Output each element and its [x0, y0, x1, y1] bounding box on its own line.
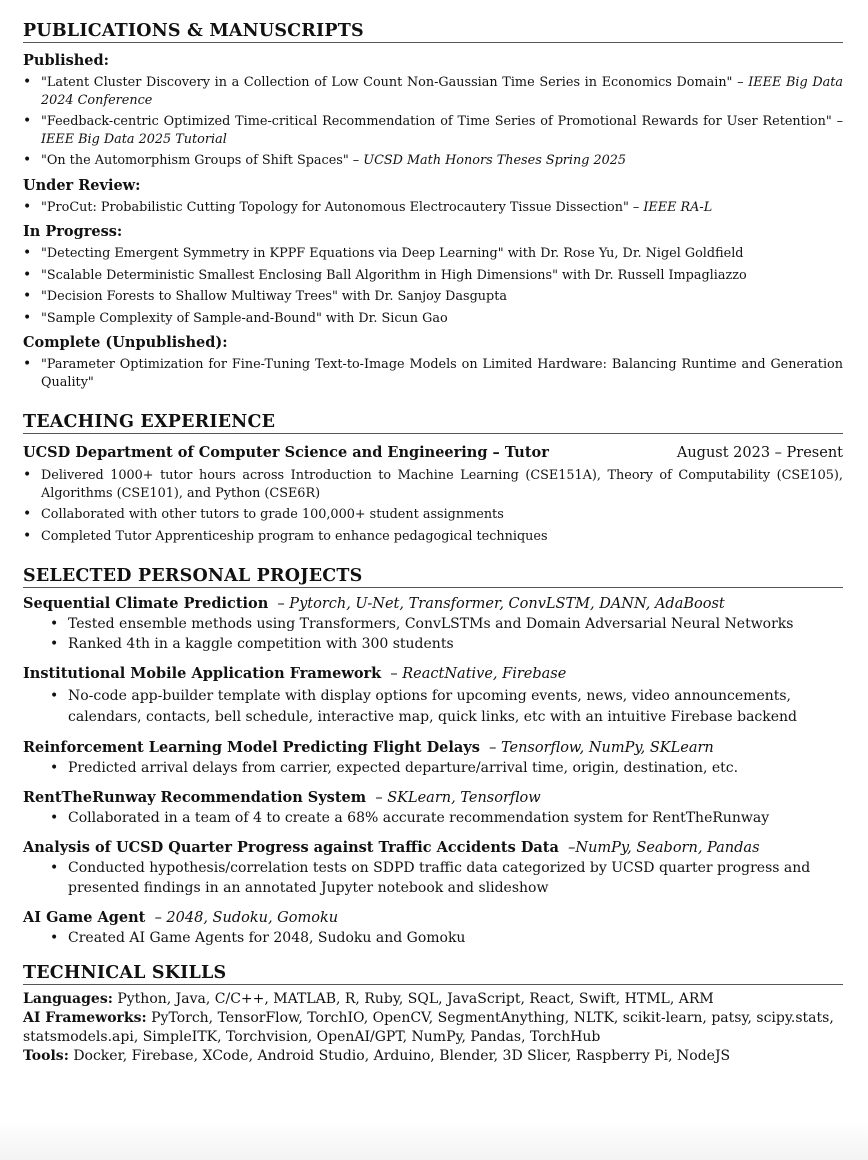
pub-title: "On the Automorphism Groups of Shift Spaces" –	[41, 153, 364, 168]
pub-group-in-progress	[23, 222, 843, 327]
pub-group-published	[23, 51, 843, 170]
teaching-bullet: • Completed Tutor Apprenticeship program to enhance pedagogical techniques	[23, 528, 843, 546]
pub-item	[23, 199, 843, 217]
skills-row-ai-frameworks	[23, 1009, 843, 1047]
pub-group-label: Complete (Unpublished):	[23, 334, 228, 351]
section-title-publications: PUBLICATIONS & MANUSCRIPTS	[23, 20, 843, 43]
pub-group-label: Published:	[23, 52, 110, 69]
project-item	[23, 738, 843, 778]
project-name: Reinforcement Learning Model Predicting Flight Delays	[23, 739, 480, 756]
pub-title: "Sample Complexity of Sample-and-Bound" with Dr. Sicun Gao	[41, 310, 448, 326]
project-name: Analysis of UCSD Quarter Progress against Traffic Accidents Data	[23, 839, 559, 856]
pub-venue: UCSD Math Honors Theses Spring 2025	[363, 153, 627, 168]
skills-section	[23, 962, 843, 1066]
pub-group-label: In Progress:	[23, 223, 123, 240]
project-item	[23, 594, 843, 654]
pub-title: "Detecting Emergent Symmetry in KPPF Equations via Deep Learning" with Dr. Rose Yu, Dr. Nigel Goldfield	[41, 246, 744, 261]
project-bullet: • Predicted arrival delays from carrier, expected departure/arrival time, origin, destination, etc.	[68, 758, 843, 778]
skills-label: Tools:	[23, 1048, 69, 1064]
skills-label: AI Frameworks:	[23, 1010, 147, 1026]
skills-row-languages	[23, 990, 843, 1009]
project-tech: – SKLearn, Tensorflow	[375, 790, 541, 806]
pub-item	[23, 267, 843, 285]
skills-value: PyTorch, TensorFlow, TorchIO, OpenCV, SegmentAnything, NLTK, scikit-learn, patsy, scipy.stats, statsmodels.api, SimpleITK, Torchvision, OpenAI/GPT, NumPy, Pandas, TorchHub	[23, 1010, 834, 1045]
project-item	[23, 788, 843, 828]
job-dates: August 2023 – Present	[676, 445, 843, 461]
publications-section	[23, 0, 843, 391]
pub-title: "Scalable Deterministic Smallest Enclosing Ball Algorithm in High Dimensions" with Dr. Russell Impagliazzo	[41, 267, 747, 283]
pub-group-under-review	[23, 176, 843, 217]
project-bullet: • Tested ensemble methods using Transformers, ConvLSTMs and Domain Adversarial Neural Networks	[68, 614, 843, 634]
projects-section	[23, 565, 843, 948]
pub-item	[23, 310, 843, 328]
job-header	[23, 443, 843, 463]
project-bullet: • Ranked 4th in a kaggle competition with 300 students	[68, 634, 843, 654]
pub-title: "Parameter Optimization for Fine-Tuning Text-to-Image Models on Limited Hardware: Balancing Runtime and Generation Quality"	[41, 357, 843, 390]
pub-title: "Latent Cluster Discovery in a Collection of Low Count Non-Gaussian Time Series in Economics Domain" –	[41, 75, 749, 90]
pub-group-complete	[23, 333, 843, 391]
pub-title: "Feedback-centric Optimized Time-critical Recommendation of Time Series of Promotional Rewards for User Retention" –	[41, 114, 843, 129]
pub-item	[23, 74, 843, 109]
project-tech: – Pytorch, U-Net, Transformer, ConvLSTM, DANN, AdaBoost	[277, 596, 725, 612]
pub-venue: IEEE RA-L	[643, 199, 713, 215]
project-name: Sequential Climate Prediction	[23, 595, 269, 612]
project-item	[23, 908, 843, 948]
skills-value: Docker, Firebase, XCode, Android Studio, Arduino, Blender, 3D Slicer, Raspberry Pi, NodeJS	[73, 1048, 731, 1064]
project-name: Institutional Mobile Application Framework	[23, 665, 382, 682]
project-bullet: • Collaborated in a team of 4 to create a 68% accurate recommendation system for RentTheRunway	[68, 808, 843, 828]
pub-item	[23, 245, 843, 263]
project-tech: –NumPy, Seaborn, Pandas	[568, 840, 760, 856]
pub-item	[23, 288, 843, 306]
pub-venue: IEEE Big Data 2024 Conference	[41, 75, 843, 108]
pub-title: "Decision Forests to Shallow Multiway Trees" with Dr. Sanjoy Dasgupta	[41, 289, 507, 304]
teaching-bullet: • Delivered 1000+ tutor hours across Introduction to Machine Learning (CSE151A), Theory of Computability (CSE105), Algorithms (CSE101), and Python (CSE6R)	[23, 467, 843, 502]
pub-item	[23, 356, 843, 391]
project-name: RentTheRunway Recommendation System	[23, 789, 367, 806]
project-bullet: • Conducted hypothesis/correlation tests on SDPD traffic data categorized by UCSD quarter progress and presented findings in an annotated Jupyter notebook and slideshow	[68, 858, 843, 898]
project-bullet: • Created AI Game Agents for 2048, Sudoku and Gomoku	[68, 928, 843, 948]
teaching-section	[23, 411, 843, 545]
project-item	[23, 838, 843, 898]
project-item	[23, 664, 843, 728]
skills-row-tools	[23, 1047, 843, 1066]
section-title-teaching: TEACHING EXPERIENCE	[23, 411, 843, 434]
project-tech: – 2048, Sudoku, Gomoku	[154, 910, 339, 926]
skills-value: Python, Java, C/C++, MATLAB, R, Ruby, SQL, JavaScript, React, Swift, HTML, ARM	[117, 991, 714, 1007]
skills-label: Languages:	[23, 991, 113, 1007]
pub-item	[23, 113, 843, 148]
pub-item	[23, 152, 843, 170]
section-title-projects: SELECTED PERSONAL PROJECTS	[23, 565, 843, 588]
pub-title: "ProCut: Probabilistic Cutting Topology for Autonomous Electrocautery Tissue Dissection" –	[41, 199, 644, 215]
project-bullet: • No-code app-builder template with display options for upcoming events, news, video announcements, calendars, contacts, bell schedule, interactive map, quick links, etc with an intuitive Firebase backend	[68, 686, 843, 728]
pub-venue: IEEE Big Data 2025 Tutorial	[41, 131, 227, 147]
section-title-skills: TECHNICAL SKILLS	[23, 962, 843, 985]
project-tech: – ReactNative, Firebase	[390, 666, 567, 682]
job-title: UCSD Department of Computer Science and Engineering – Tutor	[23, 444, 549, 461]
project-tech: – Tensorflow, NumPy, SKLearn	[489, 740, 714, 756]
project-name: AI Game Agent	[23, 909, 146, 926]
teaching-bullet: • Collaborated with other tutors to grade 100,000+ student assignments	[23, 506, 843, 524]
pub-group-label: Under Review:	[23, 176, 141, 194]
